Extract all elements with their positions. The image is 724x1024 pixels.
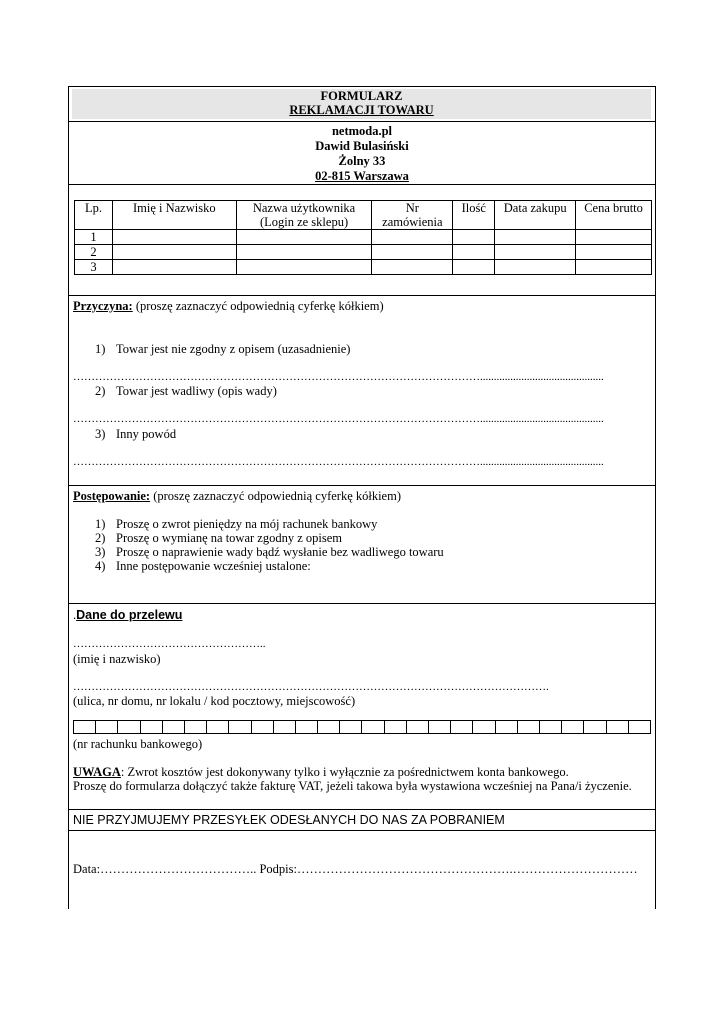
procedure-option-2[interactable]: 2) Proszę o wymianę na towar zgodny z opisem xyxy=(95,531,342,545)
row-number: 1 xyxy=(75,230,113,245)
procedure-hint: (proszę zaznaczyć odpowiednią cyferkę kółkiem) xyxy=(150,489,401,503)
divider xyxy=(68,809,656,810)
cell-input[interactable] xyxy=(236,230,372,245)
procedure-section-title xyxy=(73,489,401,504)
bank-account-label: (nr rachunku bankowego) xyxy=(73,737,203,751)
procedure-option-3[interactable]: 3) Proszę o naprawienie wady bądź wysłanie bez wadliwego towaru xyxy=(95,545,444,559)
account-digit-box[interactable] xyxy=(118,721,140,733)
reason-1-line[interactable]: …………………………………………………………………………………………………............................................. xyxy=(73,371,604,383)
cell-input[interactable] xyxy=(453,230,495,245)
account-digit-box[interactable] xyxy=(451,721,473,733)
account-digit-box[interactable] xyxy=(163,721,185,733)
account-digit-box[interactable] xyxy=(607,721,629,733)
cell-input[interactable] xyxy=(112,260,236,275)
signature-label: Podpis: xyxy=(256,862,297,876)
reason-section-title xyxy=(73,299,384,314)
procedure-option-1[interactable]: 1) Proszę o zwrot pieniędzy na mój rachunek bankowy xyxy=(95,517,378,531)
divider xyxy=(68,485,656,486)
cell-input[interactable] xyxy=(576,230,652,245)
cell-input[interactable] xyxy=(576,260,652,275)
account-digit-box[interactable] xyxy=(473,721,495,733)
shop-address xyxy=(68,124,656,184)
note-text: : Zwrot kosztów jest dokonywany tylko i wyłącznie za pośrednictwem konta bankowego. xyxy=(120,765,569,779)
postal-city: 02-815 Warszawa xyxy=(315,169,409,183)
divider xyxy=(68,830,656,831)
shop-name: netmoda.pl xyxy=(331,124,393,138)
form-title xyxy=(72,89,651,119)
divider xyxy=(68,121,656,122)
cod-notice: NIE PRZYJMUJEMY PRZESYŁEK ODESŁANYCH DO NAS ZA POBRANIEM xyxy=(73,813,505,827)
cell-input[interactable] xyxy=(112,230,236,245)
signature-row xyxy=(73,862,638,877)
cell-input[interactable] xyxy=(453,245,495,260)
col-order: Nr zamówienia xyxy=(372,201,453,230)
account-digit-box[interactable] xyxy=(207,721,229,733)
cell-input[interactable] xyxy=(576,245,652,260)
account-digit-box[interactable] xyxy=(496,721,518,733)
procedure-option-4[interactable]: 4) Inne postępowanie wcześniej ustalone: xyxy=(95,559,311,573)
account-digit-box[interactable] xyxy=(518,721,540,733)
note xyxy=(73,765,569,780)
reason-2-line[interactable]: …………………………………………………………………………………………………............................................. xyxy=(73,413,604,425)
col-lp: Lp. xyxy=(75,201,113,230)
account-digit-box[interactable] xyxy=(185,721,207,733)
account-digit-box[interactable] xyxy=(318,721,340,733)
divider xyxy=(68,295,656,296)
table-row[interactable] xyxy=(75,260,652,275)
name-field[interactable]: …………………………………………….. xyxy=(73,638,266,650)
account-digit-box[interactable] xyxy=(407,721,429,733)
account-digit-box[interactable] xyxy=(141,721,163,733)
reason-label: Przyczyna: xyxy=(73,299,133,313)
account-digit-box[interactable] xyxy=(74,721,96,733)
table-header-row xyxy=(75,201,652,230)
col-price: Cena brutto xyxy=(576,201,652,230)
name-field-label: (imię i nazwisko) xyxy=(73,652,161,666)
account-digit-box[interactable] xyxy=(562,721,584,733)
account-digit-box[interactable] xyxy=(229,721,251,733)
table-row[interactable] xyxy=(75,245,652,260)
note-line-2: Proszę do formularza dołączyć także fakturę VAT, jeżeli takowa była wystawiona wcześniej na Pana/i życzenie. xyxy=(73,779,632,793)
cell-input[interactable] xyxy=(112,245,236,260)
cell-input[interactable] xyxy=(372,230,453,245)
cell-input[interactable] xyxy=(236,260,372,275)
divider xyxy=(68,603,656,604)
bank-account-field[interactable] xyxy=(73,720,651,734)
col-name: Imię i Nazwisko xyxy=(112,201,236,230)
address-field[interactable]: …………………………………………………………………………………………………………………. xyxy=(73,681,549,693)
account-digit-box[interactable] xyxy=(362,721,384,733)
reason-hint: (proszę zaznaczyć odpowiednią cyferkę kółkiem) xyxy=(132,299,384,313)
cell-input[interactable] xyxy=(453,260,495,275)
transfer-section-title: .Dane do przelewu xyxy=(73,608,183,622)
title-line-2: REKLAMACJI TOWARU xyxy=(289,103,434,117)
date-field[interactable]: ……………………………….. xyxy=(100,862,257,876)
cell-input[interactable] xyxy=(495,230,576,245)
table-row[interactable] xyxy=(75,230,652,245)
cell-input[interactable] xyxy=(495,260,576,275)
col-qty: Ilość xyxy=(453,201,495,230)
account-digit-box[interactable] xyxy=(429,721,451,733)
reason-3-line[interactable]: …………………………………………………………………………………………………............................................. xyxy=(73,456,604,468)
street: Żolny 33 xyxy=(338,154,386,168)
title-line-1: FORMULARZ xyxy=(320,89,403,103)
row-number: 3 xyxy=(75,260,113,275)
address-field-label: (ulica, nr domu, nr lokalu / kod pocztowy, miejscowość) xyxy=(73,694,356,708)
account-digit-box[interactable] xyxy=(340,721,362,733)
account-digit-box[interactable] xyxy=(629,721,650,733)
reason-option-3[interactable]: 3) Inny powód xyxy=(95,427,177,441)
account-digit-box[interactable] xyxy=(540,721,562,733)
note-label: UWAGA xyxy=(73,765,121,779)
items-table xyxy=(74,200,652,275)
account-digit-box[interactable] xyxy=(584,721,606,733)
divider xyxy=(68,184,656,185)
cell-input[interactable] xyxy=(372,260,453,275)
account-digit-box[interactable] xyxy=(385,721,407,733)
cell-input[interactable] xyxy=(372,245,453,260)
cell-input[interactable] xyxy=(236,245,372,260)
owner-name: Dawid Bulasiński xyxy=(315,139,409,153)
signature-field[interactable]: …………………………………………….………………………… xyxy=(296,862,638,876)
reason-option-2[interactable]: 2) Towar jest wadliwy (opis wady) xyxy=(95,384,277,398)
account-digit-box[interactable] xyxy=(274,721,296,733)
cell-input[interactable] xyxy=(495,245,576,260)
transfer-title: Dane do przelewu xyxy=(76,608,183,622)
account-digit-box[interactable] xyxy=(96,721,118,733)
reason-option-1[interactable]: 1) Towar jest nie zgodny z opisem (uzasadnienie) xyxy=(95,342,351,356)
col-date: Data zakupu xyxy=(495,201,576,230)
account-digit-box[interactable] xyxy=(252,721,274,733)
row-number: 2 xyxy=(75,245,113,260)
procedure-label: Postępowanie: xyxy=(73,489,151,503)
col-login: Nazwa użytkownika (Login ze sklepu) xyxy=(236,201,372,230)
account-digit-box[interactable] xyxy=(296,721,318,733)
date-label: Data: xyxy=(73,862,101,876)
